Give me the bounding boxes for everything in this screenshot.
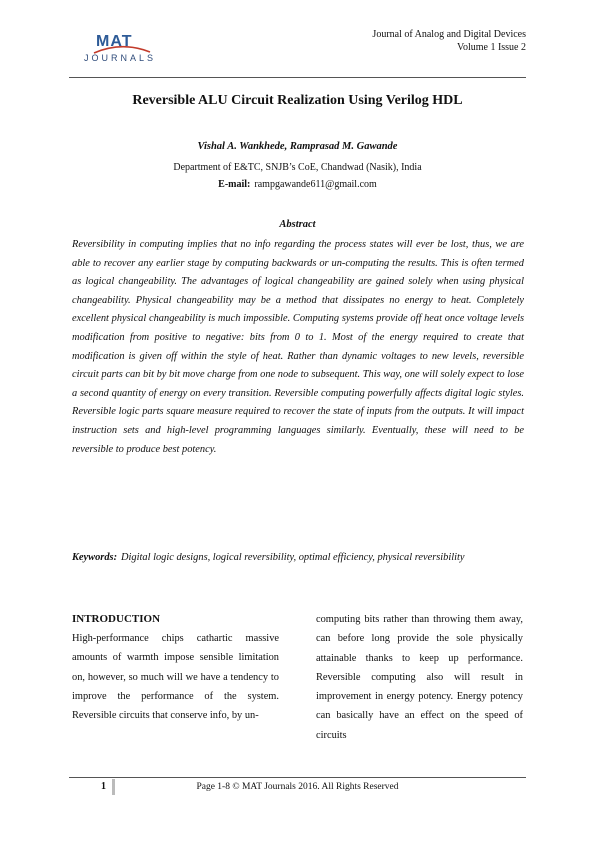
abstract-text: Reversibility in computing implies that no info regarding the process states will ever be lost, thus, we are able to recover any earlier stage by computing backwards or un-computing the results. This is often termed as logical changeability. The advantages of logical changeability are gained solely when using physical changeability. Physical changeability may be a method that dissipates no energy to heat. Completely excellent physical changeability is much impossible. Computing systems provide off heat once voltage levels modification from positive to negative: bits from 0 to 1. Most of the energy required to create that modification is given off within the style of heat. Rather than dynamic voltages to new levels, reversible circuit parts can bit by bit move charge from one node to subsequent. This way, one will solely expect to lose a second quantity of energy on every transition. Reversible computing powerfully affects digital logic styles. Reversible logic parts square measure required to recover the state of inputs from the outputs. It will impact instruction sets and high-level programming languages similarly. Eventually, these will need to be reversible to produce best potency. <box>72 239 524 455</box>
keywords-text: Digital logic designs, logical reversibility, optimal efficiency, physical reversibility <box>121 552 465 563</box>
body-column-right <box>316 610 523 745</box>
logo-mat-text: MAT <box>96 33 133 50</box>
body-column-left <box>72 610 279 725</box>
logo-journals-text: JOURNALS <box>84 53 157 63</box>
journal-logo <box>84 33 168 67</box>
journal-volume: Volume 1 Issue 2 <box>457 42 526 53</box>
header-divider <box>69 77 526 78</box>
section-heading-introduction: INTRODUCTION <box>72 613 161 625</box>
intro-paragraph-2: computing bits rather than throwing them away, can before long provide the sole physically attainable thanks to keep up performance. Reversible computing also will result in improvement in energy potency. Energy potency can basically have an effect on the speed of circuits <box>316 614 523 741</box>
email-address[interactable]: rampgawande611@gmail.com <box>254 179 377 190</box>
paper-authors: Vishal A. Wankhede, Ramprasad M. Gawande <box>197 141 398 152</box>
keywords-line <box>72 549 524 567</box>
footer-copyright: Page 1-8 © MAT Journals 2016. All Rights Reserved <box>196 782 399 792</box>
abstract-heading: Abstract <box>279 219 316 230</box>
journal-info <box>372 28 526 54</box>
page-number: 1 <box>101 781 106 792</box>
journal-name: Journal of Analog and Digital Devices <box>372 29 526 40</box>
email-line <box>69 179 526 190</box>
paper-title: Reversible ALU Circuit Realization Using Verilog HDL <box>132 93 463 108</box>
paper-affiliation: Department of E&TC, SNJB’s CoE, Chandwad (Nasik), India <box>173 162 422 173</box>
footer-divider <box>69 777 526 778</box>
email-label: E-mail: <box>218 179 251 190</box>
keywords-label: Keywords: <box>72 552 118 563</box>
intro-paragraph-1: High-performance chips cathartic massive amounts of warmth impose sensible limitation on, however, so much will we have a tendency to improve the performance of the system. Reversible circuits that conserve info, by un- <box>72 633 279 722</box>
